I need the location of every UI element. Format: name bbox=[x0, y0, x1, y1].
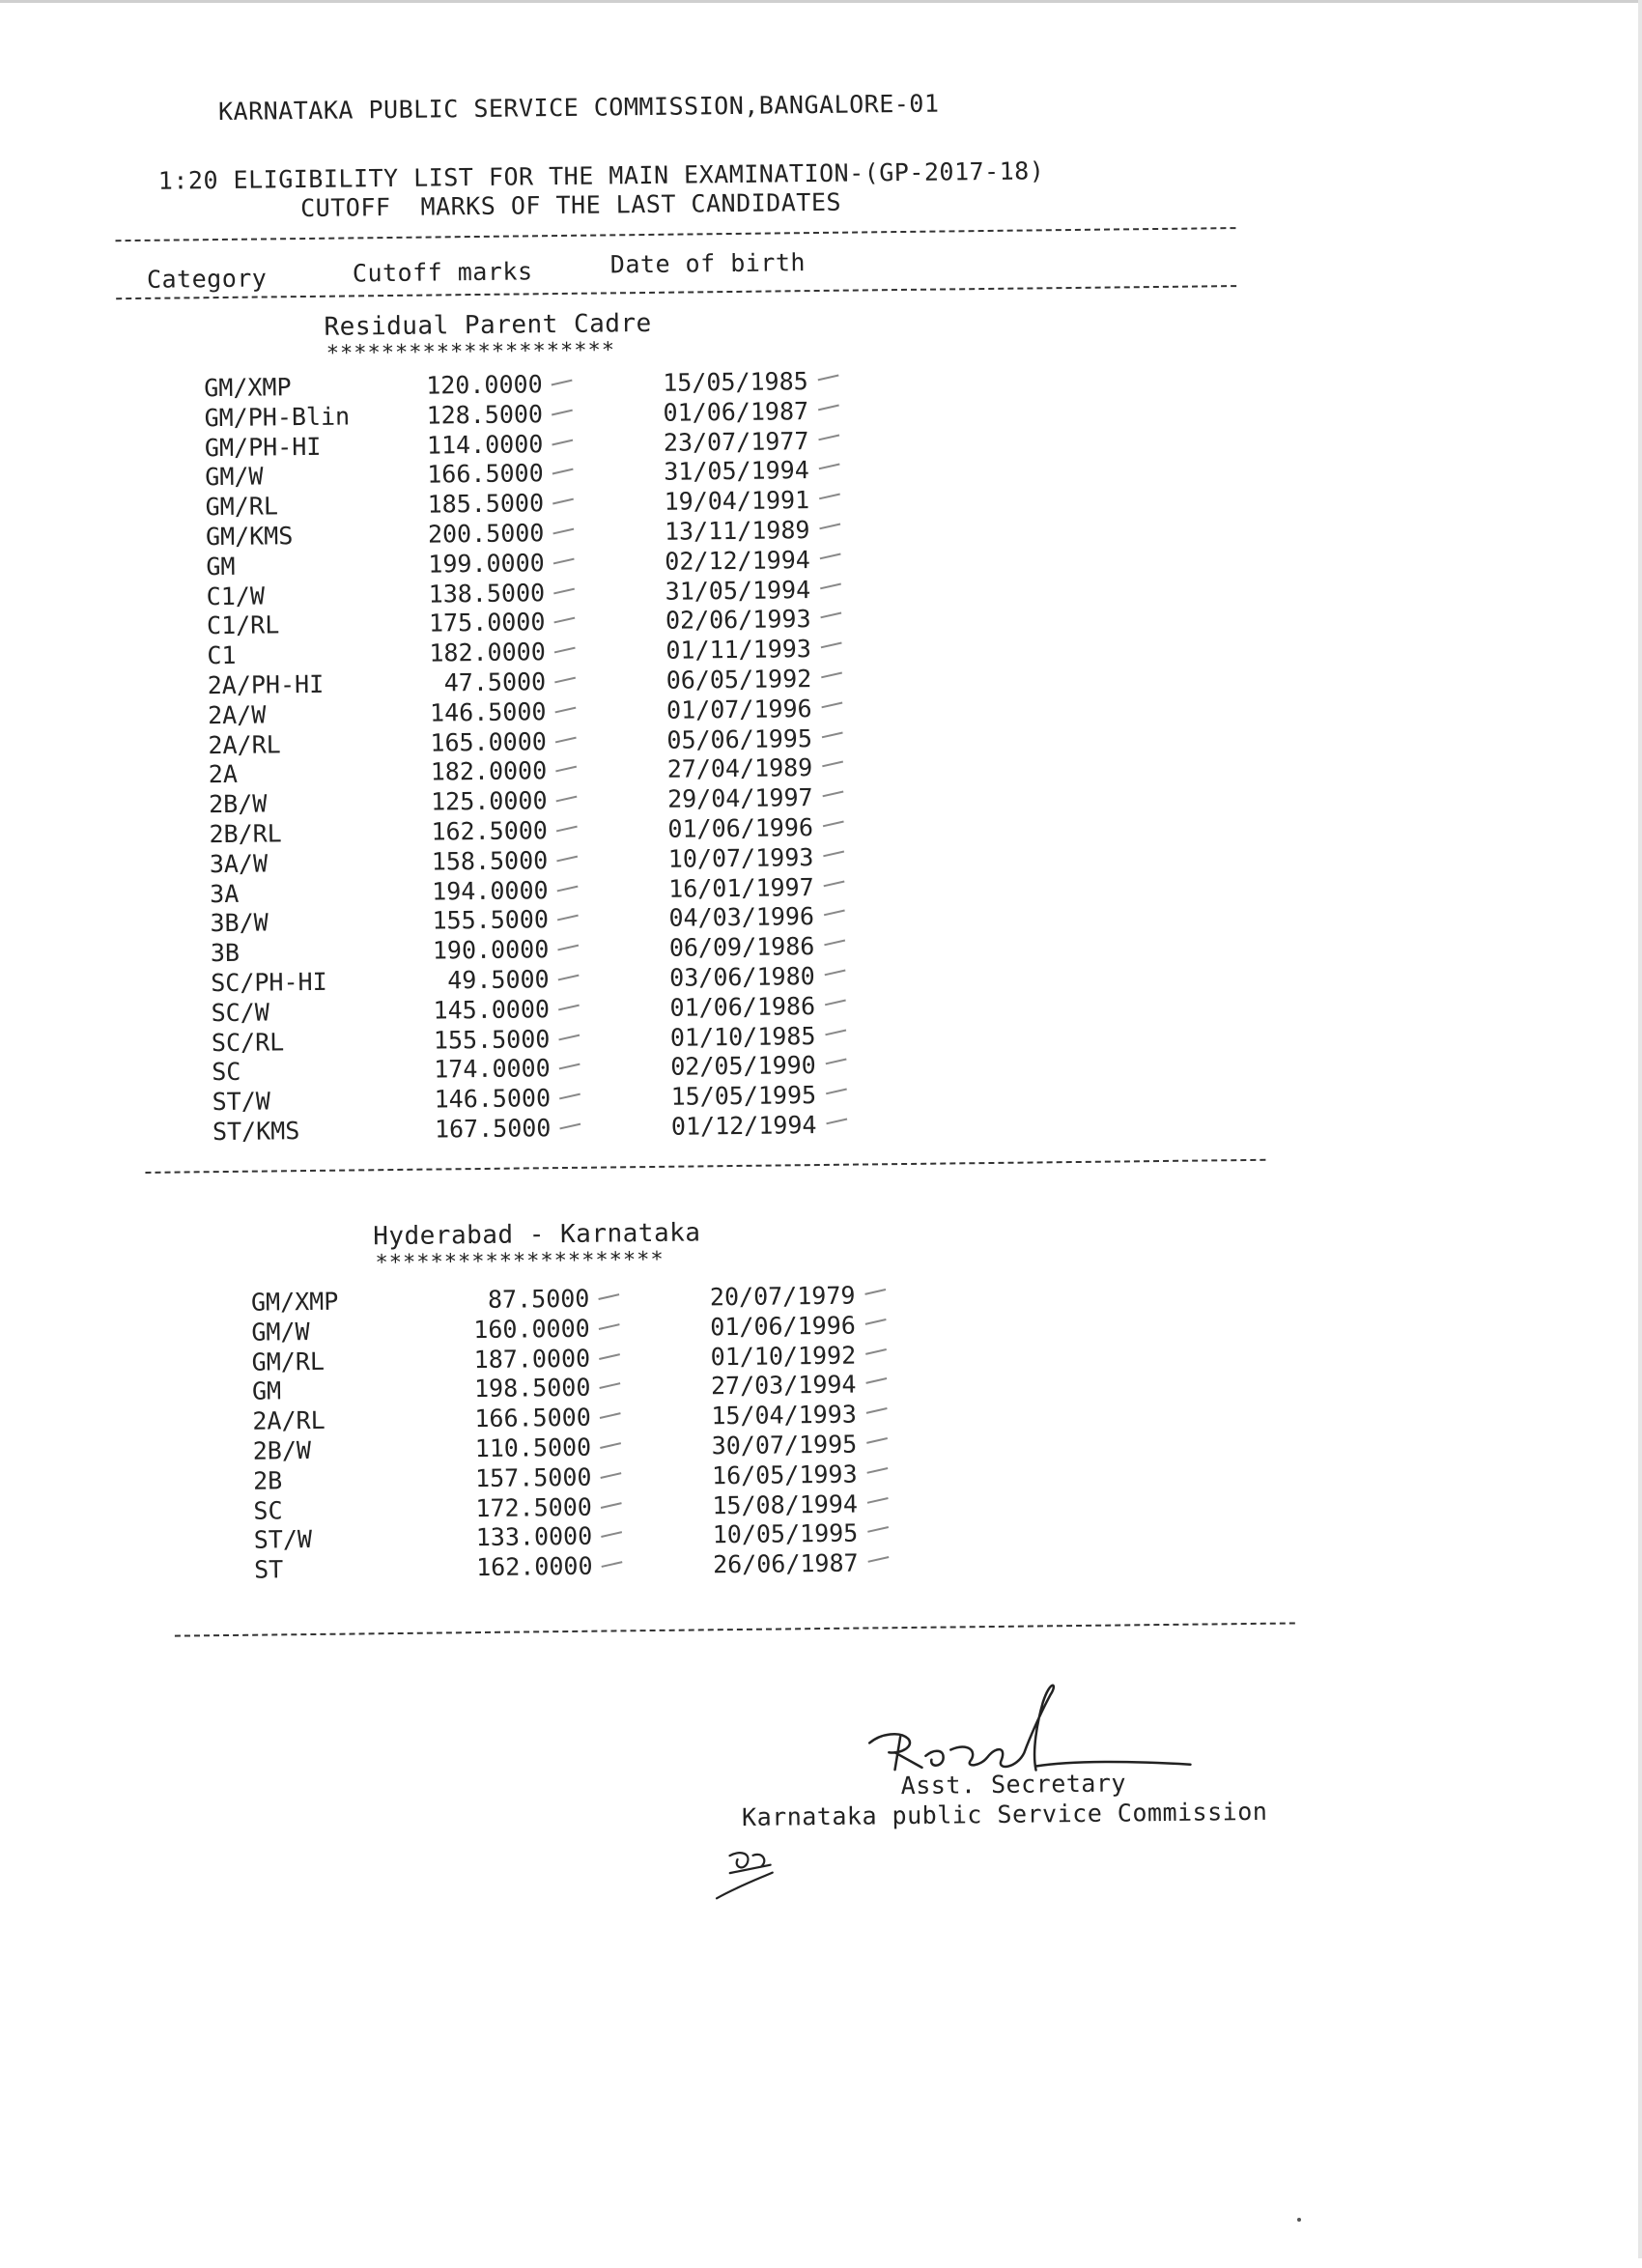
divider bbox=[116, 227, 1236, 241]
check-mark-icon bbox=[821, 642, 843, 655]
category-cell: SC/W bbox=[211, 998, 269, 1027]
check-mark-icon bbox=[824, 940, 846, 952]
column-header-category: Category bbox=[146, 264, 268, 294]
dob-cell: 15/04/1993 bbox=[711, 1400, 858, 1431]
cutoff-mark-cell: 49.5000 bbox=[433, 965, 550, 995]
dob-cell: 01/10/1992 bbox=[710, 1341, 857, 1371]
category-cell: 2B/RL bbox=[209, 819, 282, 849]
check-mark-icon bbox=[555, 736, 578, 749]
category-cell: 3B/W bbox=[210, 908, 269, 938]
category-cell: GM/PH-HI bbox=[204, 432, 322, 462]
check-mark-icon bbox=[824, 880, 846, 893]
divider bbox=[145, 1159, 1265, 1174]
dob-cell: 30/07/1995 bbox=[711, 1430, 858, 1460]
check-mark-icon bbox=[818, 375, 840, 387]
check-mark-icon bbox=[822, 791, 844, 804]
section-underline: ********************* bbox=[375, 1247, 665, 1276]
check-mark-icon bbox=[556, 796, 579, 808]
check-mark-icon bbox=[553, 557, 576, 570]
divider bbox=[175, 1622, 1295, 1636]
check-mark-icon bbox=[820, 582, 842, 595]
category-cell: 3A/W bbox=[209, 849, 269, 878]
category-cell: GM/XMP bbox=[204, 373, 292, 403]
check-mark-icon bbox=[600, 1442, 622, 1455]
check-mark-icon bbox=[552, 380, 574, 392]
category-cell: SC bbox=[212, 1058, 241, 1087]
check-mark-icon bbox=[821, 701, 843, 714]
cutoff-table-residual bbox=[204, 366, 947, 1148]
check-mark-icon bbox=[867, 1556, 890, 1569]
cutoff-mark-cell: 133.0000 bbox=[475, 1522, 593, 1552]
cutoff-table-hyderabad-karnataka bbox=[251, 1280, 988, 1586]
cutoff-mark-cell: 200.5000 bbox=[427, 519, 545, 549]
cutoff-mark-cell: 174.0000 bbox=[434, 1054, 551, 1084]
category-cell: SC bbox=[253, 1495, 283, 1525]
cutoff-mark-cell: 172.5000 bbox=[475, 1492, 593, 1522]
check-mark-icon bbox=[559, 1063, 581, 1076]
check-mark-icon bbox=[864, 1289, 887, 1301]
category-cell: C1/RL bbox=[206, 610, 280, 640]
check-mark-icon bbox=[866, 1437, 889, 1450]
check-mark-icon bbox=[820, 612, 842, 625]
dob-cell: 01/12/1994 bbox=[670, 1110, 817, 1141]
section-underline: ********************* bbox=[326, 338, 616, 366]
divider bbox=[116, 285, 1236, 299]
dob-cell: 01/06/1996 bbox=[667, 813, 814, 843]
dob-cell: 01/07/1996 bbox=[665, 694, 812, 724]
dob-cell: 02/06/1993 bbox=[665, 605, 811, 636]
check-mark-icon bbox=[818, 404, 840, 416]
check-mark-icon bbox=[557, 915, 580, 927]
dob-cell: 10/07/1993 bbox=[667, 842, 814, 873]
category-cell: 2A bbox=[208, 760, 239, 789]
cutoff-mark-cell: 198.5000 bbox=[473, 1374, 591, 1403]
check-mark-icon bbox=[601, 1532, 623, 1545]
cutoff-mark-cell: 190.0000 bbox=[432, 935, 550, 965]
category-cell: 2B bbox=[252, 1466, 283, 1495]
cutoff-mark-cell: 166.5000 bbox=[427, 459, 544, 489]
check-mark-icon bbox=[552, 439, 574, 451]
dob-cell: 15/05/1985 bbox=[663, 367, 808, 397]
dob-cell: 03/06/1980 bbox=[669, 961, 815, 992]
section-title: Hyderabad - Karnataka bbox=[373, 1218, 701, 1252]
category-cell: 2B/W bbox=[252, 1435, 312, 1465]
cutoff-mark-cell: 158.5000 bbox=[431, 845, 549, 876]
check-mark-icon bbox=[559, 1123, 581, 1136]
initials-mark bbox=[708, 1835, 796, 1904]
cutoff-mark-cell: 145.0000 bbox=[433, 994, 551, 1025]
check-mark-icon bbox=[598, 1293, 620, 1306]
check-mark-icon bbox=[556, 855, 579, 867]
dob-cell: 27/04/1989 bbox=[666, 753, 813, 784]
category-cell: GM bbox=[251, 1376, 282, 1406]
column-header-cutoff-marks: Cutoff marks bbox=[352, 257, 533, 288]
check-mark-icon bbox=[552, 528, 575, 541]
cutoff-mark-cell: 138.5000 bbox=[428, 578, 546, 609]
check-mark-icon bbox=[822, 761, 844, 774]
check-mark-icon bbox=[819, 494, 841, 506]
check-mark-icon bbox=[552, 468, 575, 481]
cutoff-mark-cell: 110.5000 bbox=[474, 1432, 592, 1463]
cutoff-mark-cell: 182.0000 bbox=[430, 756, 548, 786]
check-mark-icon bbox=[554, 706, 577, 719]
check-mark-icon bbox=[600, 1412, 622, 1425]
dob-cell: 27/03/1994 bbox=[710, 1370, 857, 1401]
cutoff-mark-cell: 160.0000 bbox=[473, 1314, 590, 1344]
cutoff-mark-cell: 182.0000 bbox=[429, 638, 546, 667]
dob-cell: 31/05/1994 bbox=[665, 575, 811, 606]
check-mark-icon bbox=[553, 587, 576, 600]
category-cell: GM/PH-Blin bbox=[204, 402, 351, 432]
category-cell: 3B bbox=[210, 938, 241, 968]
dob-cell: 10/05/1995 bbox=[712, 1518, 859, 1549]
check-mark-icon bbox=[599, 1383, 621, 1396]
check-mark-icon bbox=[826, 1089, 848, 1101]
category-cell: ST/W bbox=[212, 1087, 271, 1117]
category-cell: GM/W bbox=[205, 462, 264, 492]
cutoff-mark-cell: 157.5000 bbox=[474, 1462, 592, 1492]
dob-cell: 31/05/1994 bbox=[664, 456, 809, 487]
check-mark-icon bbox=[558, 1034, 580, 1046]
cutoff-mark-cell: 166.5000 bbox=[474, 1403, 591, 1433]
dob-cell: 02/12/1994 bbox=[665, 545, 810, 576]
signatory-designation: Asst. Secretary bbox=[900, 1769, 1127, 1800]
check-mark-icon bbox=[559, 1093, 581, 1106]
check-mark-icon bbox=[866, 1467, 889, 1480]
category-cell: 2A/PH-HI bbox=[207, 669, 325, 700]
category-cell: GM/KMS bbox=[205, 522, 294, 552]
check-mark-icon bbox=[823, 850, 845, 863]
check-mark-icon bbox=[826, 1059, 848, 1071]
check-mark-icon bbox=[826, 1118, 848, 1130]
check-mark-icon bbox=[554, 647, 577, 660]
check-mark-icon bbox=[601, 1502, 623, 1515]
check-mark-icon bbox=[599, 1323, 621, 1336]
cutoff-mark-cell: 125.0000 bbox=[430, 786, 548, 816]
dob-cell: 01/11/1993 bbox=[665, 635, 812, 665]
cutoff-mark-cell: 167.5000 bbox=[434, 1114, 552, 1144]
check-mark-icon bbox=[825, 999, 847, 1011]
check-mark-icon bbox=[557, 945, 580, 957]
check-mark-icon bbox=[552, 409, 574, 421]
dob-cell: 15/05/1995 bbox=[670, 1081, 817, 1111]
category-cell: GM/W bbox=[251, 1317, 310, 1347]
check-mark-icon bbox=[553, 617, 576, 630]
check-mark-icon bbox=[819, 524, 841, 536]
cutoff-mark-cell: 165.0000 bbox=[430, 726, 548, 757]
cutoff-mark-cell: 146.5000 bbox=[429, 696, 547, 727]
dob-cell: 06/09/1986 bbox=[668, 932, 815, 962]
check-mark-icon bbox=[867, 1526, 890, 1539]
dob-cell: 19/04/1991 bbox=[664, 486, 810, 516]
check-mark-icon bbox=[556, 826, 579, 838]
cutoff-mark-cell: 87.5000 bbox=[472, 1284, 590, 1315]
cutoff-mark-cell: 162.0000 bbox=[475, 1551, 593, 1582]
dob-cell: 01/06/1987 bbox=[663, 396, 809, 427]
category-cell: SC/PH-HI bbox=[211, 967, 327, 998]
dob-cell: 05/06/1995 bbox=[666, 723, 813, 754]
check-mark-icon bbox=[824, 910, 846, 922]
cutoff-mark-cell: 146.5000 bbox=[434, 1084, 552, 1114]
signatory-organization: Karnataka public Service Commission bbox=[741, 1797, 1268, 1831]
check-mark-icon bbox=[867, 1497, 890, 1510]
cutoff-mark-cell: 185.5000 bbox=[427, 489, 545, 519]
section-title: Residual Parent Cadre bbox=[324, 308, 652, 342]
check-mark-icon bbox=[823, 820, 845, 833]
column-header-dob: Date of birth bbox=[609, 248, 807, 279]
check-mark-icon bbox=[820, 553, 842, 565]
category-cell: ST/KMS bbox=[212, 1117, 300, 1147]
cutoff-mark-cell: 114.0000 bbox=[426, 429, 544, 460]
category-cell: 2A/RL bbox=[208, 729, 281, 759]
cutoff-mark-cell: 175.0000 bbox=[428, 608, 546, 638]
category-cell: SC/RL bbox=[211, 1027, 285, 1057]
dob-cell: 23/07/1977 bbox=[663, 426, 809, 457]
cutoff-mark-cell: 128.5000 bbox=[426, 400, 544, 430]
check-mark-icon bbox=[865, 1377, 888, 1390]
check-mark-icon bbox=[600, 1472, 622, 1485]
cutoff-mark-cell: 187.0000 bbox=[473, 1344, 591, 1374]
dob-cell: 02/05/1990 bbox=[670, 1051, 816, 1082]
check-mark-icon bbox=[557, 885, 580, 897]
dob-cell: 15/08/1994 bbox=[712, 1489, 859, 1519]
scan-speck bbox=[1297, 2218, 1301, 2222]
dob-cell: 16/01/1997 bbox=[667, 872, 814, 903]
category-cell: GM/XMP bbox=[250, 1287, 339, 1317]
check-mark-icon bbox=[558, 975, 580, 987]
check-mark-icon bbox=[819, 464, 841, 476]
check-mark-icon bbox=[558, 1004, 580, 1016]
dob-cell: 01/06/1996 bbox=[710, 1311, 856, 1342]
check-mark-icon bbox=[555, 766, 578, 779]
category-cell: 2B/W bbox=[208, 789, 268, 819]
category-cell: ST/W bbox=[253, 1525, 313, 1555]
category-cell: 2A/W bbox=[207, 700, 267, 729]
check-mark-icon bbox=[552, 498, 575, 511]
org-heading: KARNATAKA PUBLIC SERVICE COMMISSION,BANGALORE-01 bbox=[217, 89, 940, 127]
check-mark-icon bbox=[602, 1561, 624, 1573]
check-mark-icon bbox=[822, 731, 844, 744]
dob-cell: 16/05/1993 bbox=[711, 1460, 858, 1490]
category-cell: ST bbox=[253, 1555, 284, 1584]
cutoff-heading: CUTOFF MARKS OF THE LAST CANDIDATES bbox=[299, 187, 842, 223]
check-mark-icon bbox=[825, 969, 847, 981]
category-cell: GM bbox=[206, 552, 236, 581]
dob-cell: 20/07/1979 bbox=[709, 1281, 856, 1312]
check-mark-icon bbox=[818, 434, 840, 446]
cutoff-mark-cell: 120.0000 bbox=[426, 370, 543, 400]
check-mark-icon bbox=[554, 677, 577, 690]
dob-cell: 04/03/1996 bbox=[668, 902, 815, 933]
dob-cell: 01/06/1986 bbox=[669, 991, 816, 1022]
check-mark-icon bbox=[865, 1318, 888, 1331]
category-cell: GM/RL bbox=[251, 1347, 326, 1376]
category-cell: 3A bbox=[210, 879, 240, 908]
check-mark-icon bbox=[599, 1353, 621, 1366]
dob-cell: 06/05/1992 bbox=[665, 665, 812, 695]
list-heading: 1:20 ELIGIBILITY LIST FOR THE MAIN EXAMINATION-(GP-2017-18) bbox=[157, 156, 1045, 195]
check-mark-icon bbox=[866, 1407, 889, 1420]
cutoff-mark-cell: 47.5000 bbox=[429, 667, 547, 697]
cutoff-mark-cell: 194.0000 bbox=[432, 875, 549, 906]
dob-cell: 26/06/1987 bbox=[712, 1548, 859, 1579]
check-mark-icon bbox=[821, 671, 843, 684]
cutoff-mark-cell: 155.5000 bbox=[432, 905, 550, 935]
dob-cell: 29/04/1997 bbox=[666, 783, 813, 813]
cutoff-mark-cell: 199.0000 bbox=[428, 548, 545, 579]
category-cell: C1/W bbox=[206, 581, 266, 610]
cutoff-mark-cell: 155.5000 bbox=[433, 1024, 551, 1055]
category-cell: 2A/RL bbox=[252, 1406, 326, 1435]
check-mark-icon bbox=[825, 1029, 847, 1041]
check-mark-icon bbox=[865, 1348, 888, 1361]
cutoff-mark-cell: 162.5000 bbox=[431, 816, 549, 846]
dob-cell: 01/10/1985 bbox=[669, 1021, 816, 1052]
dob-cell: 13/11/1989 bbox=[664, 516, 810, 546]
category-cell: GM/RL bbox=[205, 492, 279, 522]
category-cell: C1 bbox=[207, 641, 237, 670]
